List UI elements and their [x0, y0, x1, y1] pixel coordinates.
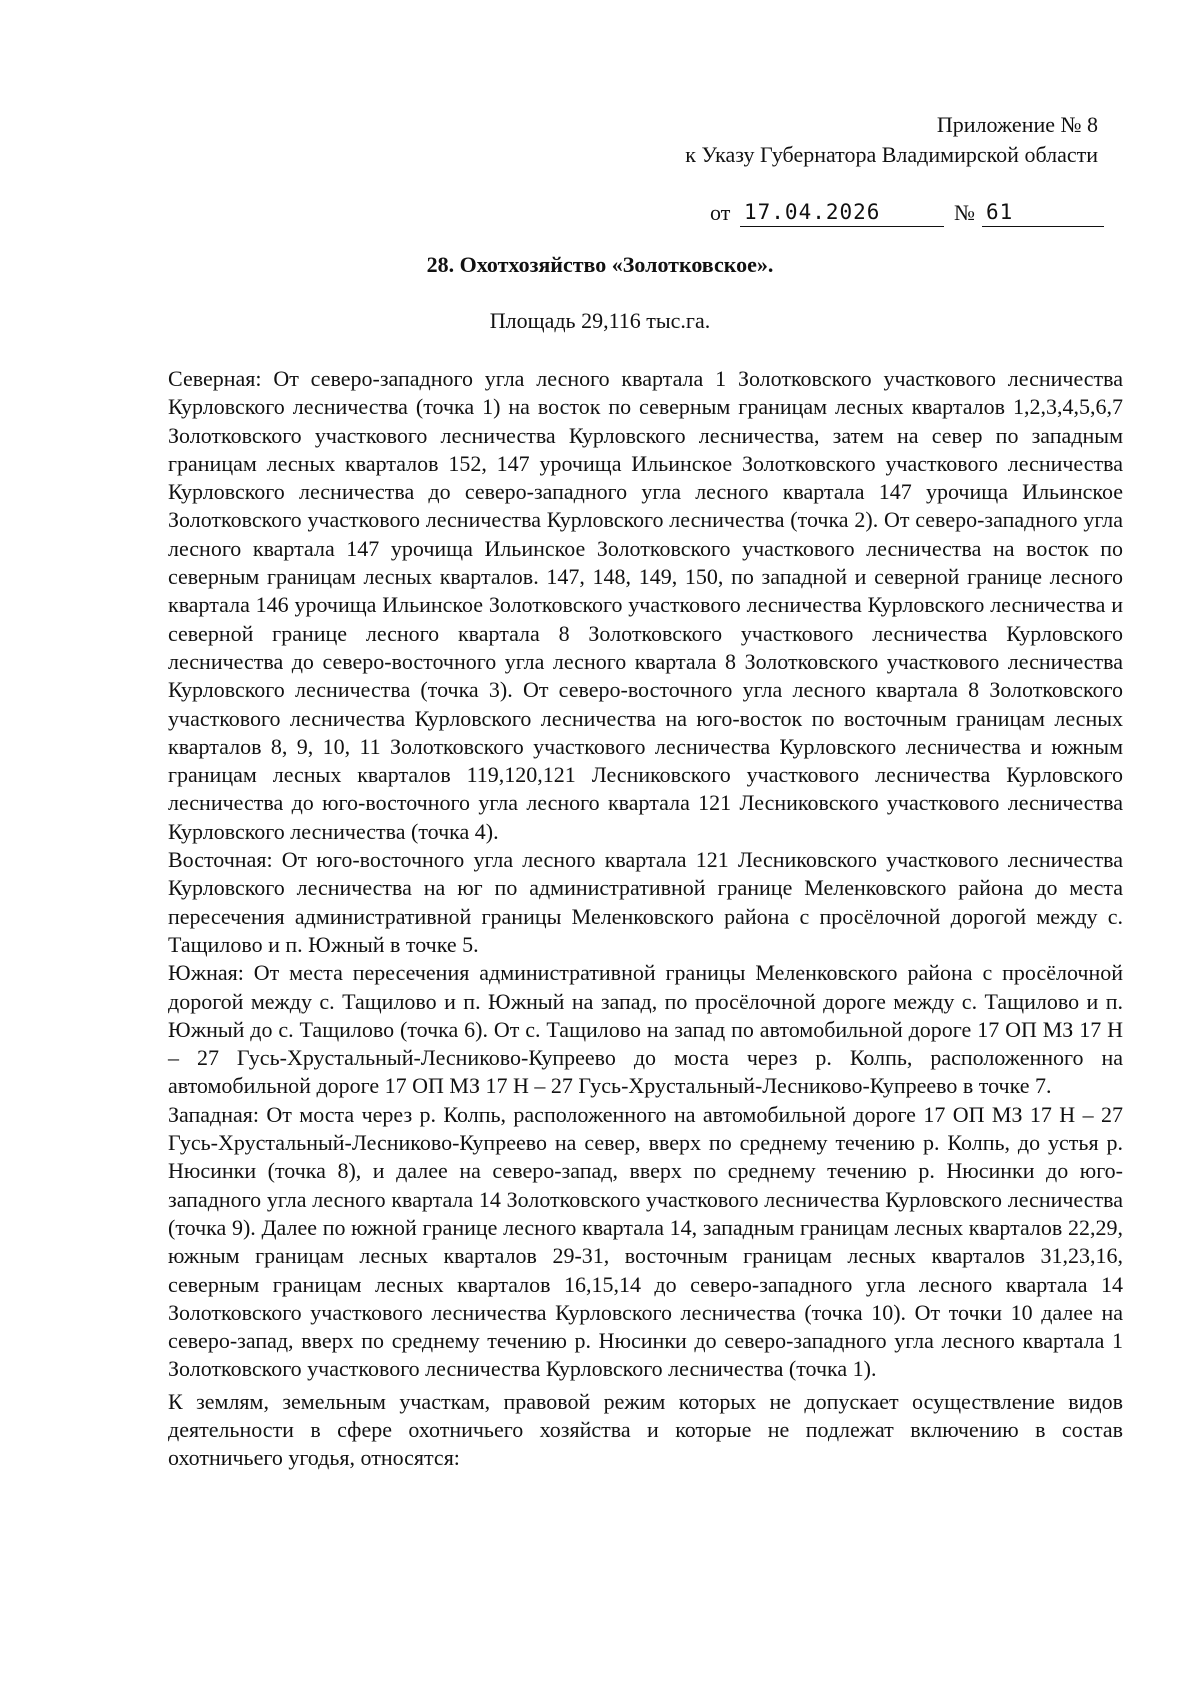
- area-statement: Площадь 29,116 тыс.га.: [489, 308, 711, 333]
- decree-reference: к Указу Губернатора Владимирской области: [685, 142, 1098, 167]
- appendix-number: Приложение № 8: [936, 112, 1098, 137]
- excluded-lands-paragraph: К землям, земельным участкам, правовой режим которых не допускает осуществление видов деятельности в сфере охотничьего хозяйства и которые не подлежат включению в состав охотничьего угодья, относятся:: [168, 1388, 1123, 1471]
- decree-date: 17.04.2026: [740, 200, 944, 227]
- south-boundary-paragraph: Южная: От места пересечения административной границы Меленковского района с просёлочной дорогой между с. Тащилово и п. Южный на запад, по просёлочной дороге между с. Тащилово и п. Южный до с. Тащилово (точка 6). От с. Тащилово на запад по автомобильной дороге 17 ОП МЗ 17 Н – 27 Гусь-Хрустальный-Лесниково-Купреево до моста через р. Колпь, расположенного на автомобильной дороге 17 ОП МЗ 17 Н – 27 Гусь-Хрустальный-Лесниково-Купреево в точке 7.: [168, 960, 1123, 1099]
- number-prefix: №: [954, 200, 975, 225]
- date-number-line: [710, 200, 1120, 230]
- document-title: 28. Охотхозяйство «Золотковское».: [426, 252, 774, 277]
- decree-number: 61: [982, 200, 1104, 227]
- boundary-description: [168, 365, 1123, 1473]
- date-prefix: от: [710, 200, 731, 225]
- west-boundary-paragraph: Западная: От моста через р. Колпь, расположенного на автомобильной дороге 17 ОП МЗ 17 Н – 27 Гусь-Хрустальный-Лесниково-Купреево на север, вверх по среднему течению р. Колпь, до устья р. Нюсинки (точка 8), и далее на северо-запад, вверх по среднему течению р. Нюсинки до юго-западного угла лесного квартала 14 Золотковского участкового лесничества Курловского лесничества (точка 9). Далее по южной границе лесного квартала 14, западным границам лесных кварталов 22,29, южным границам лесных кварталов 29-31, восточным границам лесных кварталов 31,23,16, северным границам лесных кварталов 16,15,14 до северо-западного угла лесного квартала 14 Золотковского участкового лесничества Курловского лесничества (точка 10). От точки 10 далее на северо-запад, вверх по среднему течению р. Нюсинки до северо-западного угла лесного квартала 1 Золотковского участкового лесничества Курловского лесничества (точка 1).: [168, 1101, 1123, 1382]
- appendix-header: [685, 110, 1098, 170]
- east-boundary-paragraph: Восточная: От юго-восточного угла лесного квартала 121 Лесниковского участкового лесничества Курловского лесничества на юг по административной границе Меленковского района до места пересечения административной границы Меленковского района с просёлочной дорогой между с. Тащилово и п. Южный в точке 5.: [168, 847, 1123, 957]
- north-boundary-paragraph: Северная: От северо-западного угла лесного квартала 1 Золотковского участкового лесничества Курловского лесничества (точка 1) на восток по северным границам лесных кварталов 1,2,3,4,5,6,7 Золотковского участкового лесничества Курловского лесничества, затем на север по западным границам лесных кварталов 152, 147 урочища Ильинское Золотковского участкового лесничества Курловского лесничества до северо-западного угла лесного квартала 147 урочища Ильинское Золотковского участкового лесничества Курловского лесничества (точка 2). От северо-западного угла лесного квартала 147 урочища Ильинское Золотковского участкового лесничества на восток по северным границам лесных кварталов. 147, 148, 149, 150, по западной и северной границе лесного квартала 146 урочища Ильинское Золотковского участкового лесничества Курловского лесничества и северной границе лесного квартала 8 Золотковского участкового лесничества Курловского лесничества до северо-восточного угла лесного квартала 8 Золотковского участкового лесничества Курловского лесничества (точка 3). От северо-восточного угла лесного квартала 8 Золотковского участкового лесничества Курловского лесничества на юго-восток по восточным границам лесных кварталов 8, 9, 10, 11 Золотковского участкового лесничества Курловского лесничества и южным границам лесных кварталов 119,120,121 Лесниковского участкового лесничества Курловского лесничества до юго-восточного угла лесного квартала 121 Лесниковского участкового лесничества Курловского лесничества (точка 4).: [168, 366, 1123, 844]
